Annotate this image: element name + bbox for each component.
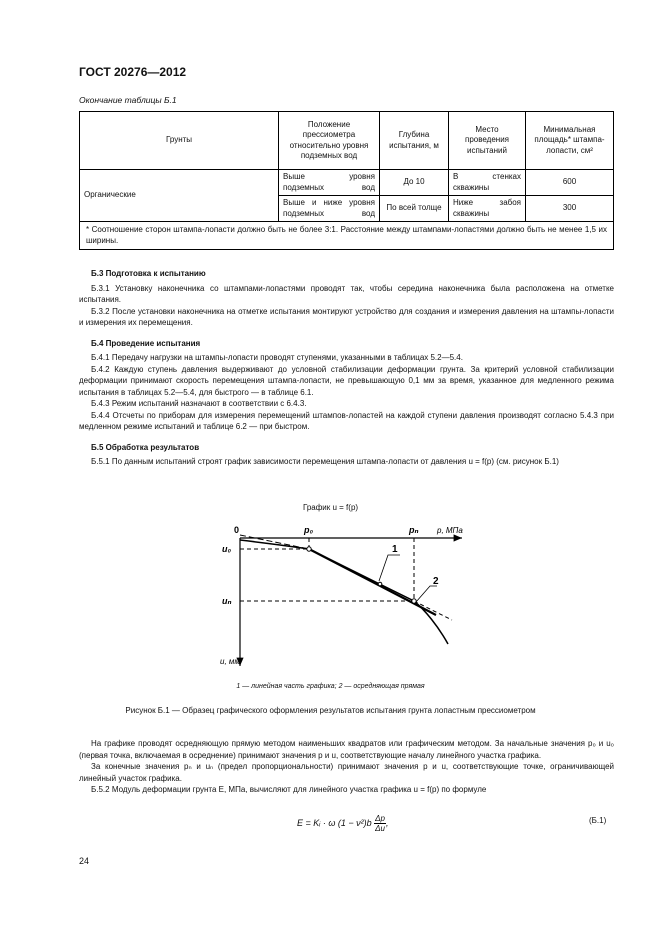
formula-numerator: Δp xyxy=(375,814,385,823)
figure-legend: 1 — линейная часть графика; 2 — осредняющая прямая xyxy=(236,683,425,690)
leader-2 xyxy=(416,586,437,602)
formula-denominator: Δu xyxy=(375,824,385,833)
header-position: Положение прессиометра относительно уровня подземных вод xyxy=(279,112,380,170)
header-place: Место проведения испытаний xyxy=(449,112,526,170)
section-title-b4: Б.4 Проведение испытания xyxy=(91,338,201,348)
label-un: uₙ xyxy=(222,596,232,606)
soil-table xyxy=(79,111,614,250)
formula-lhs: E = Kᵢ · ω (1 − ν²)b xyxy=(297,817,372,828)
header-soil: Грунты xyxy=(80,112,279,170)
row1-depth: До 10 xyxy=(380,170,449,196)
point-pn-un xyxy=(412,599,416,603)
paragraph-averaging: На графике проводят осредняющую прямую методом наименьших квадратов или графическим методом. За начальные значения p₀ и u₀ (первая точка, включаемая в осреднение) принимают значения p и u, соответствующие началу линейного участка графика. xyxy=(79,739,614,760)
table-caption: Окончание таблицы Б.1 xyxy=(79,95,177,105)
paragraph-b51: Б.5.1 По данным испытаний строят график зависимости перемещения штампа-лопасти от давления u = f(p) (см. рисунок Б.1) xyxy=(91,457,559,466)
table-footnote: * Соотношение сторон штампа-лопасти должно быть не более 3:1. Расстояние между штампами-лопастями должно быть не менее 1,5 их ширины. xyxy=(80,222,614,250)
formula-b1 xyxy=(297,814,389,833)
formula-number: (Б.1) xyxy=(589,816,607,825)
header-area: Минимальная площадь* штампа-лопасти, см² xyxy=(526,112,614,170)
paragraph-b32: Б.3.2 После установки наконечника на отметке испытания монтируют устройство для создания и измерения давления на штампы-лопасти и измерения их перемещения. xyxy=(79,306,614,327)
section-after-figure xyxy=(79,738,614,796)
page-number: 24 xyxy=(79,856,90,866)
paragraph-b31: Б.3.1 Установку наконечника со штампами-лопастями проводят так, чтобы середина наконечника была расположена на отметке испытания. xyxy=(79,283,614,304)
u-f-p-graph xyxy=(220,518,470,668)
label-origin: 0 xyxy=(234,525,240,535)
section-title-b5: Б.5 Обработка результатов xyxy=(91,442,200,452)
label-p-axis: p, МПа xyxy=(437,526,463,535)
curve-1-linear xyxy=(240,540,448,644)
row1-area: 600 xyxy=(526,170,614,196)
point-p0-u0 xyxy=(307,547,311,551)
row2-place: Ниже забоя скважины xyxy=(449,196,526,222)
line-2-tail xyxy=(414,601,452,620)
label-u-axis: u, мм xyxy=(220,657,240,666)
header-depth: Глубина испытания, м xyxy=(380,112,449,170)
paragraph-b52: Б.5.2 Модуль деформации грунта E, МПа, вычисляют для линейного участка графика u = f(p) по формуле xyxy=(91,785,487,794)
paragraph-b44: Б.4.4 Отсчеты по приборам для измерения перемещений штампов-лопастей на каждой ступени давления производят согласно 5.4.3 при медленном режиме испытаний и таблице 6.2 — при быстром. xyxy=(79,410,614,431)
row1-position: Выше уровня подземных вод xyxy=(279,170,380,196)
marker-1 xyxy=(378,582,382,586)
formula-fraction xyxy=(374,814,386,833)
figure-caption: Рисунок Б.1 — Образец графического оформления результатов испытания грунта лопастным прессиометром xyxy=(125,706,536,715)
row1-place: В стенках скважины xyxy=(449,170,526,196)
paragraph-b42: Б.4.2 Каждую ступень давления выдерживают до условной стабилизации деформации грунта. За критерий условной стабилизации деформации принимают скорость перемещения штампа-лопасти, не превышающую 0,1 мм за время, указанное для медленного режима испытания в таблицах 5.2—5.4, для быстрого — в таблице 6.1. xyxy=(79,364,614,397)
line-2-average xyxy=(309,549,436,615)
label-curve-2: 2 xyxy=(433,576,439,587)
document-header: ГОСТ 20276—2012 xyxy=(79,65,187,79)
row2-depth: По всей толще xyxy=(380,196,449,222)
paragraph-final-values: За конечные значения pₙ и uₙ (предел пропорциональности) принимают значения p и u, соответствующие точке, ограничивающей линейный участок графика. xyxy=(79,762,614,783)
soil-organic: Органические xyxy=(80,170,279,222)
figure-title: График u = f(p) xyxy=(302,503,359,512)
label-u0: u₀ xyxy=(222,544,232,554)
leader-1 xyxy=(379,555,400,581)
section-b3-b5 xyxy=(79,268,614,468)
paragraph-b43: Б.4.3 Режим испытаний назначают в соответствии с 6.4.3. xyxy=(91,399,307,408)
paragraph-b41: Б.4.1 Передачу нагрузки на штампы-лопасти проводят ступенями, указанными в таблицах 5.2—5.4. xyxy=(91,353,463,362)
row2-area: 300 xyxy=(526,196,614,222)
row2-position: Выше и ниже уровня подземных вод xyxy=(279,196,380,222)
section-title-b3: Б.3 Подготовка к испытанию xyxy=(91,269,206,278)
formula-tail: , xyxy=(386,817,389,828)
label-pn: pₙ xyxy=(409,525,419,535)
label-curve-1: 1 xyxy=(392,544,398,555)
label-p0: p₀ xyxy=(304,525,314,535)
